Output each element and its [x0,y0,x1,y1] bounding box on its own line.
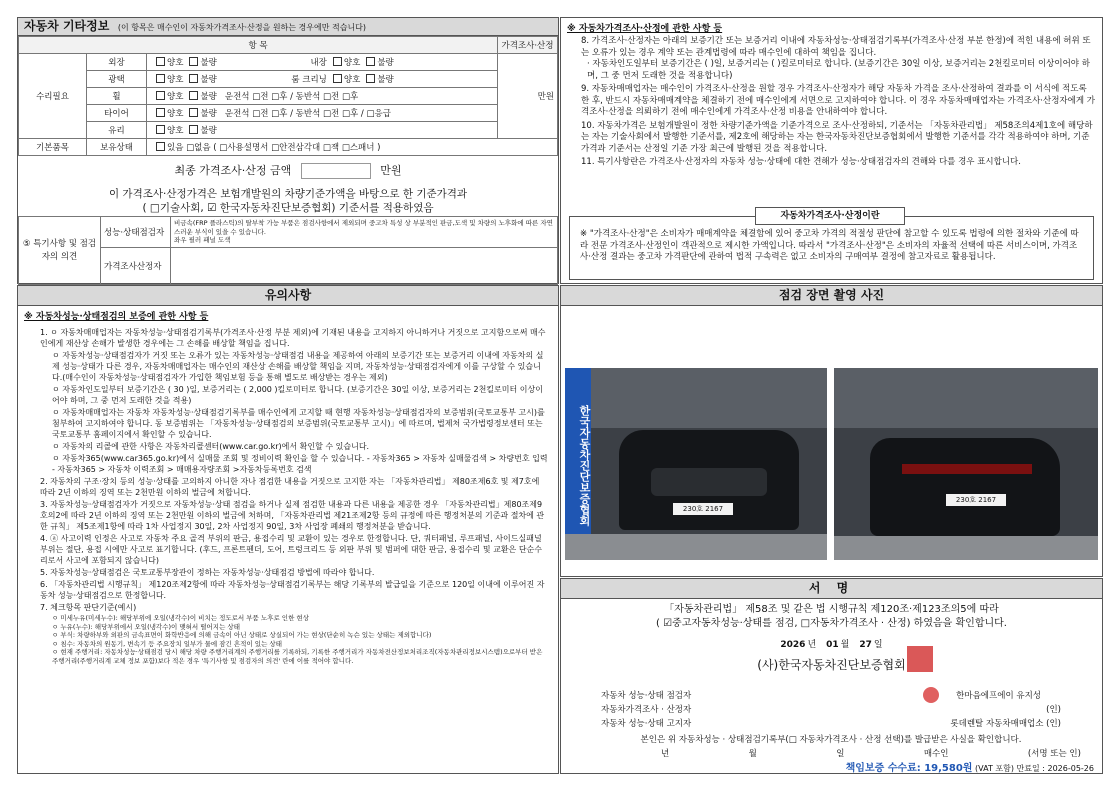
perf-label: 성능·상태점검자 [101,217,171,248]
notes-item: 4. ⓐ 사고이력 인정은 사고로 자동차 주요 골격 부위의 판금, 용접수리 및 교환이 있는 경우로 한정합니다. 단, 쿼터패널, 루프패널, 사이드실패널 부위는 절단, 용접 시에만 사고로 표기합니다. (후드, 프론트펜더, 도어, 트렁크리드 등 외판 부위 및 범퍼에 대한 판금, 용접수리 및 교환은 단순수리로서 사고에 포함되지 않습니다) [40,534,543,565]
photos-head: 점검 장면 촬영 사진 [561,286,1102,306]
sign-section: 서 명 「자동차관리법」 제58조 및 같은 법 시행규칙 제120조·제123조의5에 따라 ( ☑중고자동차성능·상태를 점검, □자동차가격조사 · 산정) 하였음을 확인합니다. 2026 년 01 월 27 일 (사)한국자동차진단보증협회 자동차 성능·상태 점검자 한마음에프에이 유지성 자동차가격조사 · 산정자 (인) 자동차 성능·상태 고지자 롯데렌탈 자동차매매업소 (인) 본인은 위 자동차성능 · 상태점검기록부(□ 자동차가격조사 · 산정 선택)를 발급받은 사실을 확인합니다. 년 월 일 매수인 (서명 또는 인) 책임보증 수수료: 19,580원 (VAT 포함) 만료일 : 2026-05-26 [560,578,1103,774]
fee-line: 책임보증 수수료: 19,580원 (VAT 포함) 만료일 : 2026-05-26 [845,763,1094,774]
notes-item: 5. 자동차성능·상태점검은 국토교통부장관이 정하는 자동차성능·상태점검 방법에 따라야 합니다. [40,568,375,577]
sign-date: 2026 년 01 월 27 일 [780,640,883,650]
perf-note: 비금속(FRP 플라스틱)의 탈부착 가능 부품은 점검사항에서 제외되며 중고차 특성 상 부분적인 판금,도색 및 차량의 노후화에 따른 자연스러운 부식이 있을 수 있습니다. 좌우 필러 패널 도색 [171,217,558,248]
price-checker-label: 가격조사산정자 [101,247,171,284]
inspection-photo-rear [834,368,1098,560]
notes-title: ※ 자동차성능·상태점검의 보증에 관한 사항 등 [24,312,209,322]
plate: 230호 2167 [673,503,733,515]
criteria-item: ㅇ 미세누유(미세누수): 해당부위에 오일(냉각수)이 비치는 정도로서 부품 노후로 인한 현상 [52,614,309,622]
banner: 한국자동차진단보증협회 [565,368,591,560]
final-price-box [301,163,371,179]
section-title: 자동차 기타정보 [24,19,110,33]
plate: 230호 2167 [946,494,1006,506]
section-note: (이 항목은 매수인이 자동차가격조사·산정을 원하는 경우에만 적습니다) [117,23,367,32]
criteria-item: ㅇ 누유(누수): 해당부위에서 오일(냉각수)이 맺혀서 떨어지는 상태 [52,622,240,631]
price-value: 만원 [498,54,558,139]
sign-statement: 「자동차관리법」 제58조 및 같은 법 시행규칙 제120조·제123조의5에 따라 ( ☑중고자동차성능·상태를 점검, □자동차가격조사 · 산정) 하였음을 확인합니다. [656,604,1007,629]
sign-head: 서 명 [561,579,1102,599]
row-label: 유리 [87,122,147,139]
row-options: 양호 불량 운전석 □전 □후 / 동반석 □전 □후 [147,88,498,105]
car-rear [870,438,1060,536]
opinion-table [18,216,558,285]
org-name: (사)한국자동차진단보증협회 [757,658,906,672]
notes-item: ㅇ 자동차매매업자는 자동차 자동차성능·상태점검기록부를 매수인에게 고지할 때 현행 자동차성능·상태점검자의 보증범위(국토교통부 고시)를 첨부하여 고지하여야 합니다. 동 보증범위는 「자동차성능·상태점검의 보증범위(국토교통부 고시)」에 따르며, 법제처 국가법령정보센터 또는 국토교통부 홈페이지에서 확인할 수 있습니다. [52,408,545,439]
survey-item: 11. 특기사항란은 가격조사·산정자의 자동차 성능·상태에 대한 견해가 성능·상태점검자의 견해와 다를 경우 표시합니다. [581,157,1021,167]
survey-item: 10. 자동차가격은 보험개발원이 정한 차량기준가액을 기준가격으로 조사·산정하되, 기준서는 「자동차관리법」 제58조의4제1호에 해당하는 자는 기술사회에서 발행한 기준서를, 제2호에 해당하는 자는 한국자동차진단보증협회에서 발행한 기준서를 각각 적용하여야 하며, 기준가격과 기준서는 산정일 기준 가장 최근에 발행된 것을 적용합니다. [581,120,1093,154]
criteria-item: ㅇ 부식: 차량하부와 외판의 금속표면이 화학반응에 의해 금속이 아닌 상태로 상실되어 가는 현상(단순히 녹슨 있는 상태는 제외합니다) [52,631,432,639]
buyer-confirm: 본인은 위 자동차성능 · 상태점검기록부(□ 자동차가격조사 · 산정 선택)를 발급받은 사실을 확인합니다. [640,735,1022,745]
row-label: 외장 [87,54,147,71]
notes-item: ㅇ 자동차성능·상태점검자가 거짓 또는 오류가 있는 자동차성능·상태점검 내용을 제공하여 아래의 보증기간 또는 보증거리 이내에 자동차의 실제 성능·상태가 다른 경우, 자동차매매업자는 매수인의 재산상 손해를 배상할 책임을 지며, 자동차성능·상태점검자에게 이를 구상할 수 있습니다.(매수인이 자동차성능·상태점검자가 가입한 책임보험 등을 통해 별도로 배상받는 경우는 제외) [52,351,544,382]
notes-item: 7. 체크항목 판단기준(예시) [40,603,137,612]
row-label: 타이어 [87,105,147,122]
survey-item: 9. 자동차매매업자는 매수인이 가격조사·산정을 원할 경우 가격조사·산정자가 해당 자동차 가격을 조사·산정하여 결과를 이 서식에 적도록 한 후, 반드시 자동차매매계약을 체결하기 전에 매수인에게 서면으로 고지하여야 합니다. 이 경우 자동차매매업자는 가격조사·산정자에게 가격조사·산정을 의뢰하기 전에 매수인에게 가격조사·산정 비용을 안내하여야 합니다. [581,84,1095,117]
final-price: 최종 가격조사·산정 금액 만원 [174,164,402,177]
notes-item: 1. ㅇ 자동차매매업자는 자동차성능·상태점검기록부(가격조사·산정 부분 제외)에 기재된 내용을 고지하지 아니하거나 거짓으로 고지함으로써 매수인에게 재산상 손해가 발생한 경우에는 그 손해를 배상할 책임을 집니다. [40,328,546,348]
notes-item: ㅇ 자동차의 리콜에 관한 사항은 자동차리콜센터(www.car.go.kr)에서 확인할 수 있습니다. [52,442,370,451]
box-title: 자동차가격조사·산정이란 [755,207,905,225]
basic-sub: 보유상태 [87,139,147,156]
row-options: 양호 불량 [147,122,498,139]
opinion-label: ⑤ 특기사항 및 점검자의 의견 [19,217,101,285]
basis-text: 이 가격조사·산정가격은 보험개발원의 차량기준가액을 바탕으로 한 기준가격과 ( □기술사회, ☑ 한국자동차진단보증협회) 기준서를 적용하였음 [108,188,468,214]
row-label: 광택 [87,71,147,88]
criteria-item: ㅇ 현재 주행거리: 자동차성능·상태점검 당시 해당 차량 주행거리계의 주행거리를 기록하되, 기록한 주행거리가 자동차전산정보처리조직(자동차관리정보시스템)으로부터 받은 주행거리(주행거리계 교체 정보 포함)보다 적은 경우 '특기사항 및 점검자의 의견' 란에 이를 적어야 합니다. [52,648,543,665]
notes-item: ㅇ 자동차인도일부터 보증기간은 ( 30 )일, 보증거리는 ( 2,000 )킬로미터로 합니다. (보증기간은 30일 이상, 보증거리는 2천킬로미터 이상이어야 하며, 그 중 먼저 도래한 것을 적용) [52,385,543,405]
basic-label: 기본품목 [19,139,87,156]
notes-list [18,325,558,613]
notes-item: 2. 자동차의 구조·장치 등의 성능·상태를 고의하지 아니한 자나 점검한 내용을 거짓으로 고지한 자는 「자동차관리법」 제80조제6호 및 제7호에 따라 2년 이하의 징역 또는 2천만원 이하의 벌금에 처합니다. [40,477,540,497]
buyer-line: 년 월 일 매수인 (서명 또는 인) [661,749,1081,759]
survey-definition-box [569,211,1094,280]
col-item: 항 목 [19,37,498,54]
price-survey-section [560,17,1103,284]
notes-item: 6. 「자동차관리법 시행규칙」 제120조제2항에 따라 자동차성능·상태점검기록부는 해당 기록부의 발급일을 기준으로 120일 이내에 이루어진 자동차 성능·상태점검으로 한정합니다. [40,580,545,600]
notes-section [17,285,559,774]
repair-table [18,36,558,156]
box-text: ※ "가격조사·산정"은 소비자가 매매계약을 체결함에 있어 중고차 가격의 적절성 판단에 참고할 수 있도록 법령에 의한 절차와 기준에 따라 전문 가격조사·산정인이 객관적으로 제시한 가액입니다. 따라서 "가격조사·산정"은 소비자의 자율적 선택에 따른 서비스이며, 가격조사·산정 결과는 중고차 가격판단에 관하여 법적 구속력은 없고 소비자의 구매여부 결정에 참고자료로 활용됩니다. [580,229,1079,262]
photos-section [560,285,1103,577]
row-options: 양호 불량 운전석 □전 □후 / 동반석 □전 □후 / □응급 [147,105,498,122]
criteria-item: ㅇ 침수: 자동차의 원동기, 변속기 등 주요장치 일부가 물에 잠긴 흔적이 있는 상태 [52,639,282,648]
row-options: 양호 불량 내장 양호 불량 [147,54,498,71]
survey-item: · 자동차인도일부터 보증기간은 ( )일, 보증거리는 ( )킬로미터로 합니다. (보증기간은 30일 이상, 보증거리는 2천킬로미터 이상이어야 하며, 그 중 먼저 도래한 것을 적용합니다) [587,59,1090,81]
row-options: 양호 불량 룸 크리닝 양호 불량 [147,71,498,88]
criteria-list [18,614,558,665]
survey-item: 8. 가격조사·산정자는 아래의 보증기간 또는 보증거리 이내에 자동차성능·상태점검기록부(가격조사·산정 부분 한정)에 적힌 내용에 허위 또는 오류가 있는 경우 계약 또는 관계법령에 따라 매수인에 대하여 책임을 집니다. [581,36,1091,58]
group-repair: 수리필요 [19,54,87,139]
inspection-photo-front [565,368,827,560]
notes-item: 3. 자동차성능·상태점검자가 거짓으로 자동차성능·상태 점검을 하거나 실제 점검한 내용과 다른 내용을 제공한 경우 「자동차관리법」제80조제9호의2에 따라 2년 이하의 징역 또는 2천만원 이하의 벌금에 처하며, 「자동차관리법 제21조제2항 등의 규정에 따른 행정처분의 기준과 절차에 관한 규칙」 제5조제1항에 따라 1차 사업정지 30일, 2차 사업정지 90일, 3차 사업장 폐쇄의 행정처분을 받습니다. [40,500,545,531]
price-survey-title: ※ 자동차가격조사·산정에 관한 사항 등 [567,24,723,34]
vehicle-extra-info [17,17,559,284]
row-label: 휠 [87,88,147,105]
org-seal [907,646,933,672]
basic-options: 있음 □없음 ( □사용설명서 □안전삼각대 □잭 □스패너 ) [147,139,558,156]
notes-item: ㅇ 자동차365(www.car365.go.kr)에서 실매물 조회 및 정비이력 확인을 할 수 있습니다. - 자동차365 > 자동차 실매물검색 > 차량번호 입력 - 자동차365 > 자동차 이력조회 > 매매용자량조회 >자동차등록번호 검색 [52,454,548,474]
notes-head: 유의사항 [18,286,558,306]
col-price: 가격조사·산정 [498,37,558,54]
